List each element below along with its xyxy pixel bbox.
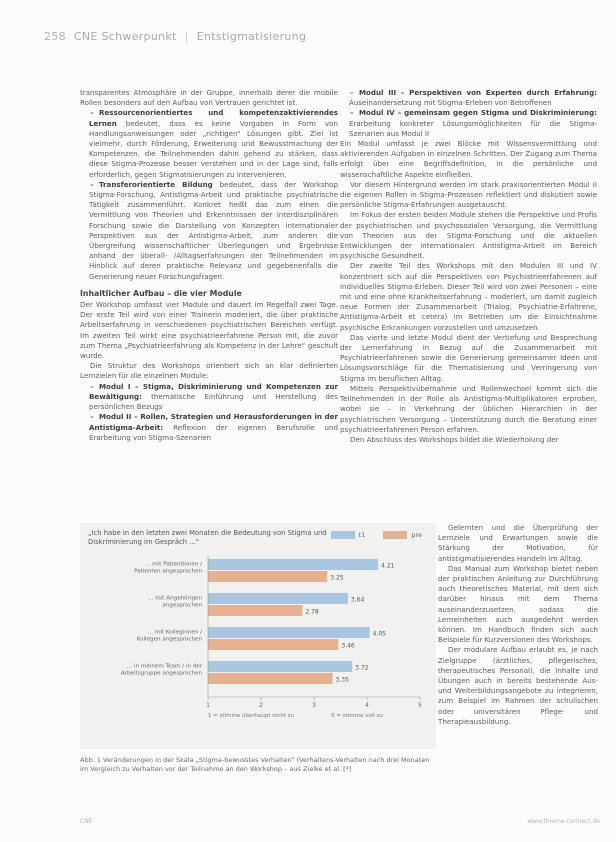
data-label: 3.25 [330,574,344,582]
data-label: 3.72 [355,664,369,672]
module-title: Modul II – Rollen, Strategien und Herausforderungen in der Antistigma-Arbeit: [89,412,338,432]
topic-label: Entstigmatisierung [196,30,307,43]
data-label: 2.78 [305,608,319,616]
figure-question: „Ich habe in den letzten zwei Monaten die Bedeutung von Stigma und Diskriminierung im Gespräch ...“ [88,529,327,546]
module-title: Modul I – Stigma, Diskriminierung und Kompetenzen zur Bewältigung: [89,381,338,401]
bar-chart [80,523,436,749]
category-label [137,630,203,643]
bullet-text: bedeutet, dass es keine Vorgaben in Form von Handlungsanweisungen oder „richtigen“ Lösungen gibt. Ziel ist vielmehr, durch Förderung, Erweiterung und Bewusstmachung der Kompetenzen, die Teilnehmenden dahin gehend zu stärken, dass diese Stigma-Prozesse besser verstehen und in der Lage sind, falls erforderlich, gegen Stigmatisierungen zu intervenieren. [89,118,338,179]
intro-paragraph: transparentes Atmosphäre in der Gruppe, innerhalb derer die mobile Rollen besonders auf den Aufbau von Vertrauen gerichtet ist. [80,88,338,108]
header-separator: | [184,30,189,43]
data-label: 3.64 [350,596,365,604]
footer-right: www.thieme-connect.de [527,818,600,825]
data-label: 3.46 [341,642,355,650]
axis-note-left: 1 = stimme überhaupt nicht zu [207,713,295,719]
bar-t1 [208,627,370,638]
footer-left: CNE [80,818,93,825]
legend-label: pre [411,531,422,539]
module-text: Auseinandersetzung mit Stigma-Erleben von Betroffenen [349,98,552,108]
body-paragraph: Der Workshop umfasst vier Module und dauert im Regelfall zwei Tage. Der erste Teil wird von einer Trainerin moderiert, die über praktische Arbeitserfahrung in verschiedenen psychiatrischen Bereichen verfügt. Im zweiten Teil wirkt eine psychiatrieerfahrene Person mit, die zuvor zum Thema „Psychiatrieerfahrung als Kompetenz in der Lehre“ geschult wurde. [80,300,338,361]
category-label-line: … mit Patientinnen / [144,561,202,568]
x-tick-label: 1 [206,702,210,709]
body-paragraph: Der zweite Teil des Workshops mit den Modulen III und IV konzentriert sich auf die Perspektiven von Psychiatrieerfahrenen auf individuelles Stigma-Erleben. Dieser Teil wird von zwei Personen – eine mit und eine ohne Krankheitserfahrung – moderiert, um damit zugleich neue Formen der Zusammenarbeit (Trialog, Psychiatrie-Erfahrene, Antistigma-Arbeit et cetera) im Betrieben um die Einsichtnahme psychische Erkrankungen vorzustellen und umzusetzen. [340,261,597,332]
category-label-line: … in meinem Team / in der [126,663,202,670]
module-title: Modul IV – gemeinsam gegen Stigma und Diskriminierung: [359,108,597,118]
figure-caption: Abb. 1 Veränderungen in der Skala „Stigma-bewusstes Verhalten“ (Verhaltens-Verhalten nach drei Monaten im Vergleich zu Verhalten vor der Teilnahme an den Workshop – aus Zielke et al. [*] [80,756,430,773]
body-paragraph: Vor diesem Hintergrund werden im stark praxisorientierten Modul II die eigenen Rollen in Stigma-Prozessen reflektiert und diskutiert sowie persönliche Stigma-Erfahrungen ausgetauscht. [340,179,597,210]
bullet-title: Transferorientierte Bildung [99,179,213,189]
module-text: thematische Einführung und Herstellung des persönlichen Bezugs [89,391,338,412]
body-paragraph: Ein Modul umfasst je zwei Blöcke mit Wissensvermittlung und aktivierenden Aufgaben in einzelnen Schritten. Der Zugang zum Thema erfolgt über eine Begriffsdefinition, in die persönliche und wissenschaftliche Aspekte einfließen. [340,139,597,179]
module-text: Erarbeitung konkreter Lösungsmöglichkeiten für die Stigma-Szenarien aus Modul II [349,118,597,138]
figure-box [80,523,436,749]
x-tick-label: 5 [418,702,422,709]
bullet-title: Ressourcenorientiertes und kompetenzaktivierendes Lernen [89,108,338,128]
page-footer [80,818,600,825]
category-label-line: Arbeitsgruppe angesprochen [120,670,202,677]
category-label-line: … mit Kolleginnen / [147,629,202,636]
category-label-line: angesprochen [162,602,202,609]
category-label-line: … mit Angehörigen [147,595,202,602]
right-column [340,88,597,445]
x-tick-label: 2 [259,702,263,709]
data-label: 4.21 [381,562,395,570]
body-paragraph: Mittels Perspektivübernahme und Rollenwechsel kommt sich die Teilnehmenden in der Rolle als Antistigma-Multiplikatoren erproben, wobei sie – in Verkehrung der üblichen Hierarchien in der psychiatrischen Versorgung – Unterstützung durch die Beratung einer psychiatrieerfahrenen Person erfahren. [340,383,597,434]
body-paragraph: Die Struktur des Workshops orientiert sich an klar definierten Lernzielen für die einzelnen Module: [80,361,338,381]
bar-pre [208,605,302,616]
data-label: 4.05 [372,630,387,638]
category-label [134,562,202,575]
body-paragraph: Das Manual zum Workshop bietet neben der praktischen Anleitung zur Durchführung auch theoretisches Material, mit dem sich darüber hinaus mit dem Thema auseinanderzusetzen, sodass die Lerneinheiten auch ausgedehnt werden können. Im Handbuch finden sich auch Beispiele für Kurzversionen des Workshops. [438,563,598,645]
left-column [80,88,338,443]
module-item [80,382,338,413]
page-header [44,30,604,43]
wrapped-column [438,523,598,727]
bar-pre [208,571,327,582]
body-paragraph: Im Fokus der ersten beiden Module stehen die Perspektive und Profis der psychiatrischen und psychosozialen Versorgung, die Vermittlung von Theorien aus der Stigma-Forschung und die aktuellen Entwicklungen der internationalen Antistigma-Arbeit im Bereich psychische Gesundheit. [340,210,597,261]
body-paragraph: Das vierte und letzte Modul dient der Vertiefung und Besprechung der Lernerfahrung in Bezug auf die Zusammenarbeit mit Psychiatrieerfahrenen sowie die Generierung gemeinsamer Ideen und Lösungsvorschläge für die Thematisierung und Verringerung von Stigma im beruflichen Alltag. [340,332,597,383]
module-title: Modul III – Perspektiven von Experten durch Erfahrung: [359,88,597,97]
x-tick-label: 4 [365,702,369,709]
category-label-line: Kollegen angesprochen [136,636,202,643]
bullet-item [80,180,338,282]
body-paragraph: Den Abschluss des Workshops bildet die Wiederholung der [350,434,559,444]
body-paragraph: Gelernten und die Überprüfung der Lernziele und Erwartungen sowie die Stärkung der Motivation, für antistigmatisierendes Handeln im Alltag. [438,523,598,563]
bar-pre [208,639,338,650]
category-label [121,664,203,677]
category-label-line: Patienten angesprochen [134,568,202,575]
module-item [80,412,338,443]
legend-label: t1 [358,531,366,539]
module-text: Reflexion der eigenen Berufsrolle und Erarbeitung von Stigma-Szenarien [89,422,338,442]
body-paragraph: Der modulare Aufbau erlaubt es, je nach Zielgruppe (ärztliches, pflegerisches, therapeutisches Personal), die Inhalte und Übungen auch in bereits bestehende Aus- und Weiterbildungsangebote zu integrieren, zum Beispiel im Rahmen der schulischen oder universitären Pflege- und Therapieausbildung. [438,645,598,726]
bar-t1 [208,593,348,604]
bar-t1 [208,559,378,570]
x-tick-label: 3 [312,702,316,709]
axis-note-right: 5 = stimme voll zu [331,713,383,719]
section-label: CNE Schwerpunkt [73,30,177,43]
data-label: 3.35 [335,676,349,684]
page-number: 258 [44,30,66,43]
bullet-text: bedeutet, dass der Workshop Stigma-Forschung, Antistigma-Arbeit und praktische psychiatrische Tätigkeit zusammenführt. Konkret heißt das zum einen die Vermittlung von Theorien und Erkenntnissen der interdisziplinären Forschung sowie die Darstellung von Konzepten internationaler Perspektiven aus der Antistigma-Arbeit, zum anderen die Übergreifung wissenschaftlicher Überlegungen und Ergebnisse anhand der überall- /Alltagserfahrungen der Teilnehmenden im Hinblick auf deren praktische Relevanz und gegebenenfalls die Generierung neuer Forschungsfragen. [89,179,338,281]
bar-t1 [208,661,352,672]
bullet-item [80,108,338,179]
module-item [340,88,597,108]
module-item [340,108,597,139]
section-heading: Inhaltlicher Aufbau – die vier Module [80,288,242,298]
category-label [148,596,203,609]
bar-pre [208,673,333,684]
